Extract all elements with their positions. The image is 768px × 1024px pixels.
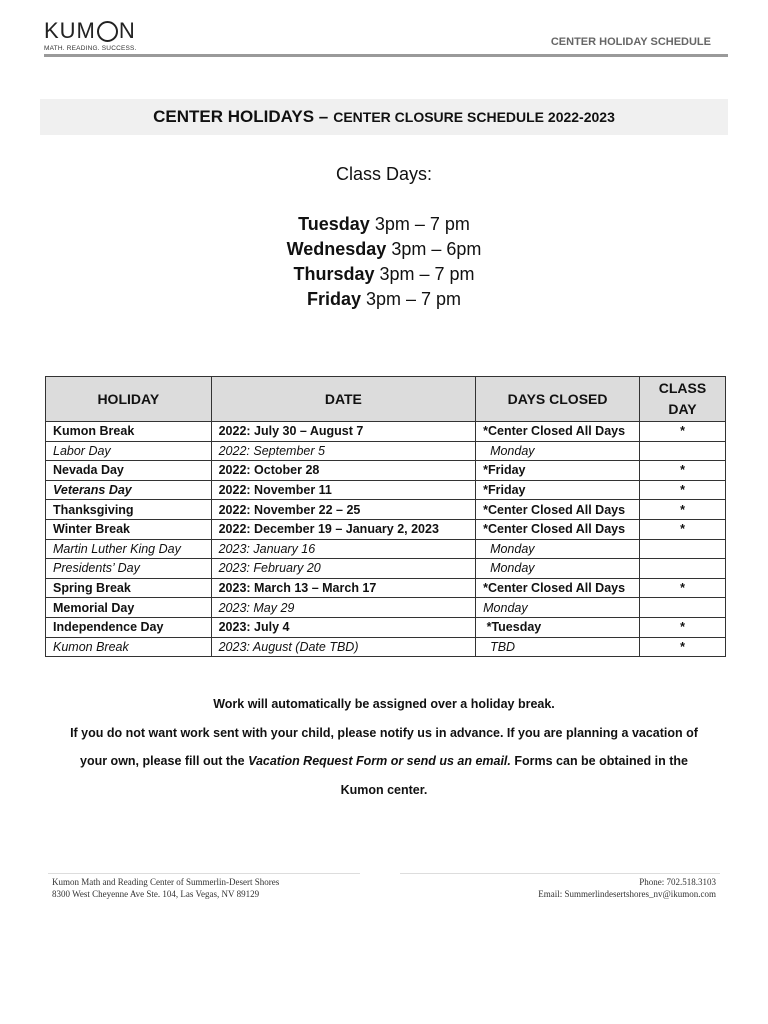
table-row bbox=[46, 441, 726, 461]
note-line-3-post: Forms can be obtained in the bbox=[510, 754, 688, 769]
cell-holiday: Nevada Day bbox=[46, 461, 212, 481]
header-divider bbox=[44, 54, 728, 57]
cell-closed: *Center Closed All Days bbox=[476, 422, 640, 442]
note-line-3-pre: your own, please fill out the bbox=[80, 754, 249, 769]
cell-date: 2022: November 11 bbox=[211, 480, 476, 500]
cell-closed: *Tuesday bbox=[476, 617, 640, 637]
class-day-line bbox=[0, 262, 768, 287]
class-days-heading: Class Days: bbox=[335, 164, 433, 184]
document-label: CENTER HOLIDAY SCHEDULE bbox=[550, 36, 711, 48]
footer-divider-left bbox=[48, 873, 360, 874]
table-row bbox=[46, 422, 726, 442]
logo-wordmark bbox=[44, 18, 137, 44]
cell-class-day bbox=[640, 559, 726, 579]
note-line-4: Kumon center. bbox=[340, 783, 428, 798]
class-day-line bbox=[0, 237, 768, 262]
logo-tagline: MATH. READING. SUCCESS. bbox=[44, 45, 137, 52]
cell-holiday: Martin Luther King Day bbox=[46, 539, 212, 559]
table-row bbox=[46, 559, 726, 579]
vacation-form-reference: Vacation Request Form or send us an email. bbox=[248, 754, 511, 769]
class-day-hours: 3pm – 7 pm bbox=[366, 289, 462, 309]
note-line-3 bbox=[40, 747, 728, 776]
table-header-row bbox=[46, 377, 726, 422]
holiday-table bbox=[45, 376, 726, 657]
footer-center-name: Kumon Math and Reading Center of Summerlin-Desert Shores bbox=[52, 877, 280, 887]
note-line-2: If you do not want work sent with your child, please notify us in advance. If you are planning a vacation of bbox=[70, 725, 698, 740]
cell-holiday: Thanksgiving bbox=[46, 500, 212, 520]
cell-date: 2022: November 22 – 25 bbox=[211, 500, 476, 520]
header-days-closed: DAYS CLOSED bbox=[476, 377, 640, 422]
header-holiday: HOLIDAY bbox=[46, 377, 212, 422]
note-line-1: Work will automatically be assigned over a holiday break. bbox=[213, 697, 555, 711]
table-row bbox=[46, 461, 726, 481]
table-row bbox=[46, 480, 726, 500]
class-day-name: Thursday bbox=[293, 264, 375, 284]
cell-closed: *Friday bbox=[476, 461, 640, 481]
title-sub: CENTER CLOSURE SCHEDULE 2022-2023 bbox=[333, 109, 615, 125]
class-day-hours: 3pm – 7 pm bbox=[379, 264, 475, 284]
footer-contact bbox=[538, 876, 716, 900]
cell-holiday: Winter Break bbox=[46, 519, 212, 539]
class-day-name: Tuesday bbox=[298, 214, 370, 234]
class-day-name: Wednesday bbox=[286, 239, 387, 259]
class-day-line bbox=[0, 212, 768, 237]
class-day-hours: 3pm – 7 pm bbox=[374, 214, 470, 234]
class-day-hours: 3pm – 6pm bbox=[391, 239, 482, 259]
cell-closed: *Center Closed All Days bbox=[476, 519, 640, 539]
title-band bbox=[40, 99, 728, 135]
footer-divider-right bbox=[400, 873, 720, 874]
table-row bbox=[46, 539, 726, 559]
cell-closed: Monday bbox=[476, 539, 640, 559]
header-class-day: CLASS DAY bbox=[640, 377, 726, 422]
cell-class-day: * bbox=[640, 637, 726, 657]
cell-class-day: * bbox=[640, 422, 726, 442]
cell-date: 2023: May 29 bbox=[211, 598, 476, 618]
table-row bbox=[46, 500, 726, 520]
footer-street: 8300 West Cheyenne Ave Ste. 104, Las Vegas, NV 89129 bbox=[52, 889, 260, 899]
table-row bbox=[46, 617, 726, 637]
cell-closed: Monday bbox=[476, 598, 640, 618]
cell-closed: Monday bbox=[476, 559, 640, 579]
header-date: DATE bbox=[211, 377, 476, 422]
title-main: CENTER HOLIDAYS – bbox=[153, 107, 329, 126]
cell-date: 2023: August (Date TBD) bbox=[211, 637, 476, 657]
cell-date: 2022: October 28 bbox=[211, 461, 476, 481]
cell-closed: Monday bbox=[476, 441, 640, 461]
cell-date: 2022: September 5 bbox=[211, 441, 476, 461]
class-days bbox=[0, 162, 768, 312]
cell-closed: *Friday bbox=[476, 480, 640, 500]
cell-class-day: * bbox=[640, 480, 726, 500]
class-day-line bbox=[0, 287, 768, 312]
cell-date: 2023: January 16 bbox=[211, 539, 476, 559]
cell-closed: *Center Closed All Days bbox=[476, 578, 640, 598]
cell-class-day: * bbox=[640, 500, 726, 520]
cell-date: 2022: December 19 – January 2, 2023 bbox=[211, 519, 476, 539]
cell-holiday: Kumon Break bbox=[46, 637, 212, 657]
cell-class-day: * bbox=[640, 617, 726, 637]
table-row bbox=[46, 637, 726, 657]
cell-date: 2023: March 13 – March 17 bbox=[211, 578, 476, 598]
cell-class-day: * bbox=[640, 578, 726, 598]
logo-ring-icon bbox=[97, 21, 118, 42]
table-row bbox=[46, 598, 726, 618]
cell-date: 2023: February 20 bbox=[211, 559, 476, 579]
cell-class-day: * bbox=[640, 461, 726, 481]
cell-closed: *Center Closed All Days bbox=[476, 500, 640, 520]
cell-holiday: Veterans Day bbox=[46, 480, 212, 500]
cell-holiday: Memorial Day bbox=[46, 598, 212, 618]
kumon-logo bbox=[44, 18, 137, 52]
table-row bbox=[46, 578, 726, 598]
cell-closed: TBD bbox=[476, 637, 640, 657]
cell-class-day bbox=[640, 441, 726, 461]
cell-class-day bbox=[640, 539, 726, 559]
class-day-name: Friday bbox=[306, 289, 361, 309]
cell-class-day bbox=[640, 598, 726, 618]
footer-address bbox=[52, 876, 279, 900]
footer-phone: Phone: 702.518.3103 bbox=[639, 877, 716, 887]
cell-holiday: Kumon Break bbox=[46, 422, 212, 442]
table-row bbox=[46, 519, 726, 539]
cell-class-day: * bbox=[640, 519, 726, 539]
cell-date: 2023: July 4 bbox=[211, 617, 476, 637]
cell-date: 2022: July 30 – August 7 bbox=[211, 422, 476, 442]
cell-holiday: Independence Day bbox=[46, 617, 212, 637]
logo-text-right: N bbox=[118, 18, 136, 43]
logo-text-left: KUM bbox=[44, 18, 96, 43]
footer-email: Email: Summerlindesertshores_nv@ikumon.com bbox=[538, 889, 716, 899]
cell-holiday: Presidents’ Day bbox=[46, 559, 212, 579]
cell-holiday: Spring Break bbox=[46, 578, 212, 598]
notes-section bbox=[40, 690, 728, 805]
cell-holiday: Labor Day bbox=[46, 441, 212, 461]
